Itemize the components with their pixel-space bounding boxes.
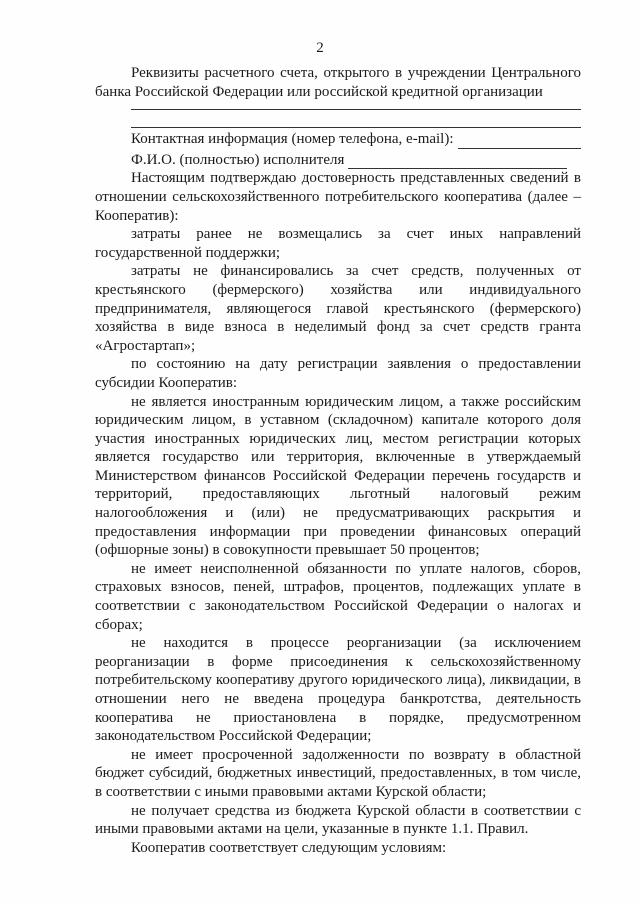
- paragraph-not-foreign-entity: не является иностранным юридическим лицом, а также российским юридическим лицом, в уставном (складочном) капитале которого доля участия иностранных юридических лиц, местом регистрации которых является государство или территория, включенные в утверждаемый Министерством финансов Российской Федерации перечень государств и территорий, предоставляющих льготный налоговый режим налогообложения и (или) не предусматривающих раскрытия и предоставления информации при проведении финансовых операций (офшорные зоны) в совокупности превышает 50 процентов;: [95, 393, 581, 559]
- paragraph-not-reorganizing: не находится в процессе реорганизации (за исключением реорганизации в форме присоединения к сельскохозяйственному потребительскому кооперативу другого юридического лица), ликвидации, в отношении него не введена процедура банкротства, деятельность кооператива не приостановлена в порядке, предусмотренном законодательством Российской Федерации;: [95, 635, 581, 745]
- contact-info-label: Контактная информация (номер телефона, e-mail):: [131, 131, 454, 148]
- contact-info-row: [95, 130, 581, 149]
- bank-details-blank-line-1: [131, 109, 581, 110]
- bank-details-text: Реквизиты расчетного счета, открытого в учреждении Центрального банка Российской Федерации или российской кредитной организации: [95, 65, 581, 100]
- executor-row: [95, 151, 581, 170]
- paragraph-no-tax-debt: не имеет неисполненной обязанности по уплате налогов, сборов, страховых взносов, пеней, штрафов, процентов, подлежащих уплате в соответствии с законодательством Российской Федерации о налогах и сборах;: [95, 560, 581, 633]
- paragraph-registration-date: по состоянию на дату регистрации заявления о предоставлении субсидии Кооператив:: [95, 356, 581, 391]
- paragraph-conditions: Кооператив соответствует следующим условиям:: [131, 839, 447, 856]
- paragraph-no-overdue-debt: не имеет просроченной задолженности по возврату в областной бюджет субсидий, бюджетных инвестиций, предоставленных, в том числе, в соответствии с иными правовыми актами Курской области;: [95, 746, 581, 800]
- executor-blank: [348, 153, 567, 169]
- document-body: [95, 64, 581, 857]
- paragraph-confirmation: Настоящим подтверждаю достоверность представленных сведений в отношении сельскохозяйственного потребительского кооператива (далее – Кооператив):: [95, 170, 581, 224]
- contact-info-blank: [458, 133, 581, 149]
- bank-details-blank-line-2: [131, 127, 581, 128]
- executor-label: Ф.И.О. (полностью) исполнителя: [131, 151, 345, 168]
- paragraph-costs-not-reimbursed: затраты ранее не возмещались за счет иных направлений государственной поддержки;: [95, 226, 581, 261]
- paragraph-no-budget-funds: не получает средства из бюджета Курской области в соответствии с иными правовыми актами на цели, указанные в пункте 1.1. Правил.: [95, 802, 581, 838]
- page-number: 2: [316, 40, 324, 56]
- paragraph-costs-not-financed: затраты не финансировались за счет средств, полученных от крестьянского (фермерского) хозяйства или индивидуального предпринимателя, являющегося главой крестьянского (фермерского) хозяйства в виде взноса в неделимый фонд за счет средств гранта «Агростартап»;: [95, 263, 581, 354]
